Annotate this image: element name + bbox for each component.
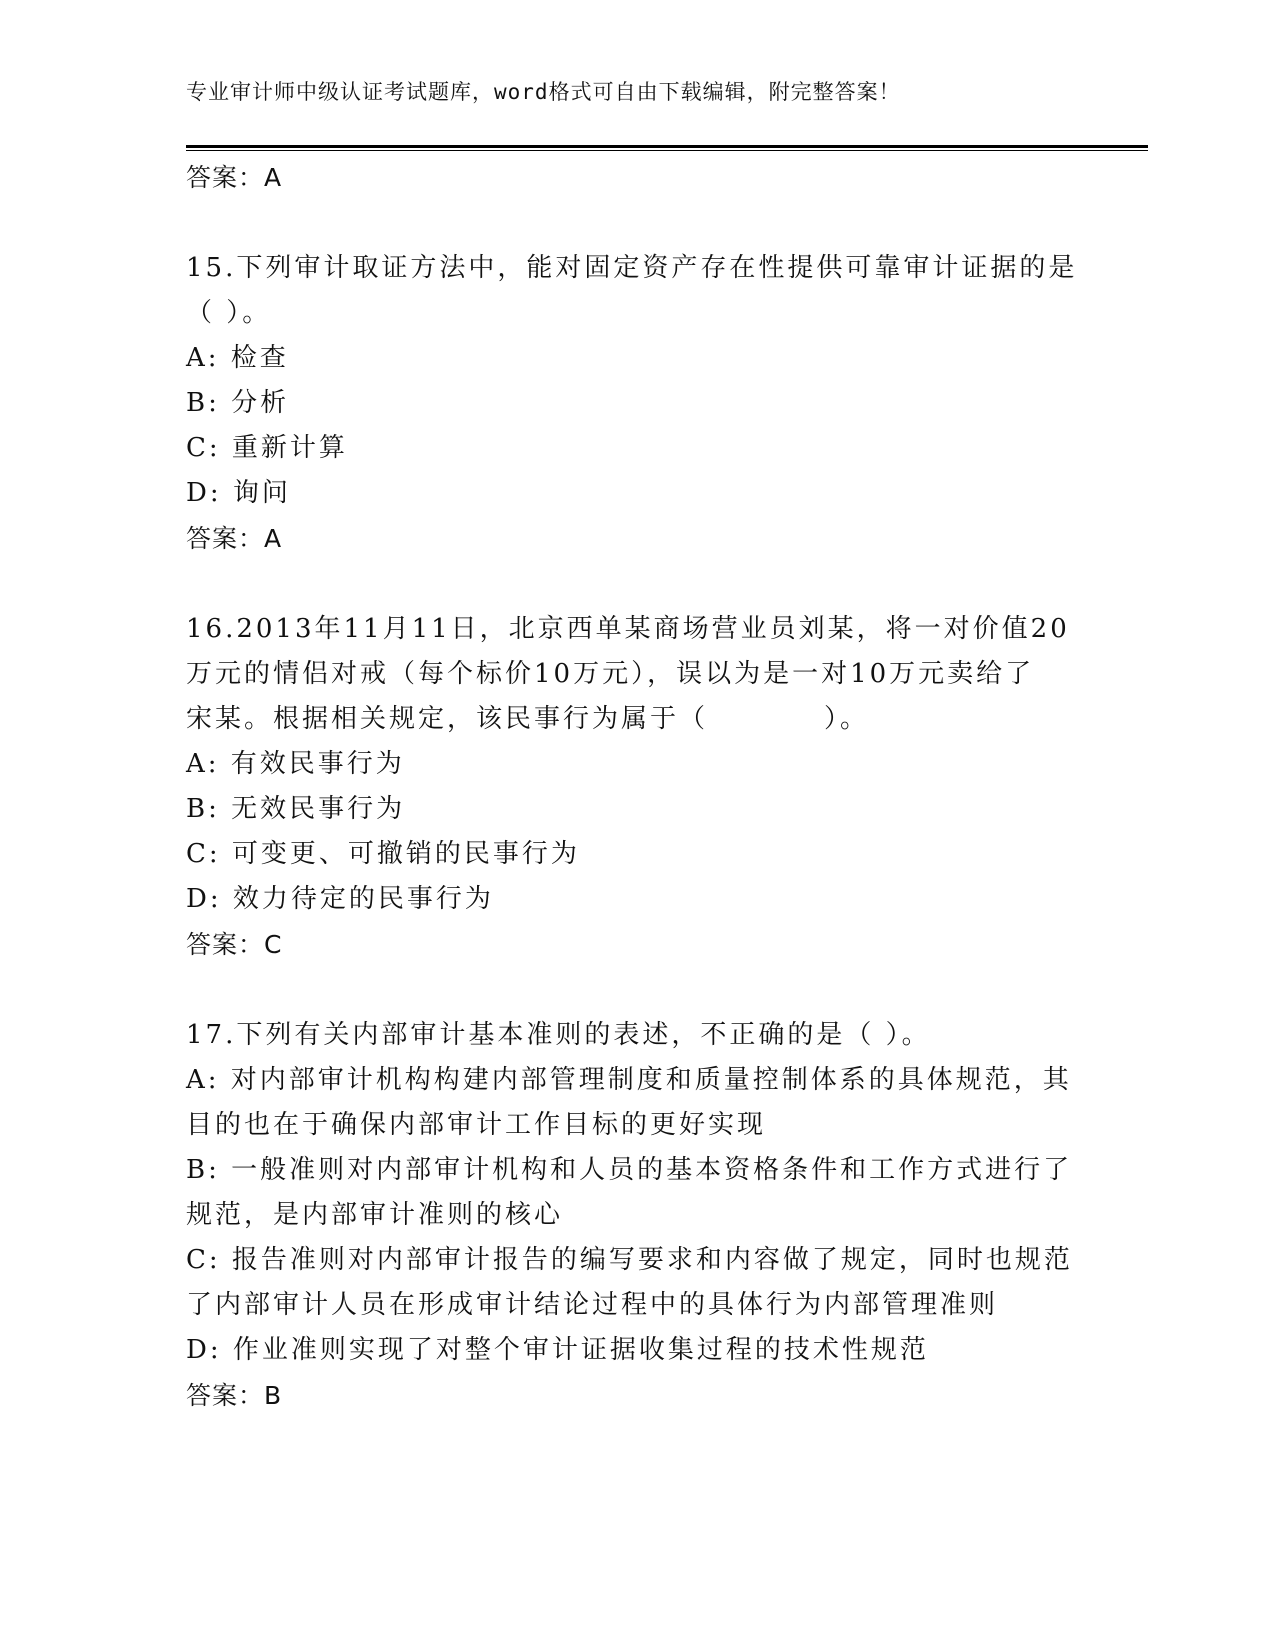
previous-answer: 答案：A (186, 163, 283, 192)
question-16 (186, 607, 1086, 967)
question-text-line: 16.2013年11月11日，北京西单某商场营业员刘某，将一对价值20 (186, 614, 1070, 644)
option-b: B: 无效民事行为 (186, 794, 406, 824)
option-c: C: 可变更、可撤销的民事行为 (186, 839, 580, 869)
question-list (186, 155, 1086, 1418)
question-text-line: （ ）。 (186, 298, 272, 328)
question-17 (186, 1013, 1086, 1418)
option-d: D: 询问 (186, 478, 291, 508)
question-15 (186, 246, 1086, 561)
option-c: C: 报告准则对内部审计报告的编写要求和内容做了规定，同时也规范 (186, 1245, 1073, 1275)
option-d: D: 作业准则实现了对整个审计证据收集过程的技术性规范 (186, 1335, 929, 1365)
option-b: B: 分析 (186, 388, 290, 418)
question-text-line: 15.下列审计取证方法中，能对固定资产存在性提供可靠审计证据的是 (186, 253, 1078, 283)
option-c-continued: 了内部审计人员在形成审计结论过程中的具体行为内部管理准则 (186, 1290, 999, 1320)
option-a-continued: 目的也在于确保内部审计工作目标的更好实现 (186, 1110, 767, 1140)
question-text-line: 17.下列有关内部审计基本准则的表述，不正确的是（ ）。 (186, 1020, 931, 1050)
answer-line: 答案：A (186, 524, 283, 553)
question-text-line: 万元的情侣对戒（每个标价10万元），误以为是一对10万元卖给了 (186, 659, 1035, 689)
answer-line: 答案：C (186, 930, 283, 959)
option-b-continued: 规范，是内部审计准则的核心 (186, 1200, 564, 1230)
question-text-line: 宋某。根据相关规定，该民事行为属于（ ）。 (186, 704, 870, 734)
option-a: A: 检查 (186, 343, 289, 373)
answer-line: 答案：B (186, 1381, 283, 1410)
option-a: A: 有效民事行为 (186, 749, 405, 779)
option-b: B: 一般准则对内部审计机构和人员的基本资格条件和工作方式进行了 (186, 1155, 1073, 1185)
option-d: D: 效力待定的民事行为 (186, 884, 494, 914)
option-c: C: 重新计算 (186, 433, 348, 463)
document-header: 专业审计师中级认证考试题库，word格式可自由下载编辑，附完整答案！ (186, 80, 901, 104)
header-rule-thick (186, 145, 1148, 148)
option-a: A: 对内部审计机构构建内部管理制度和质量控制体系的具体规范，其 (186, 1065, 1072, 1095)
header-rule-thin (186, 150, 1148, 151)
